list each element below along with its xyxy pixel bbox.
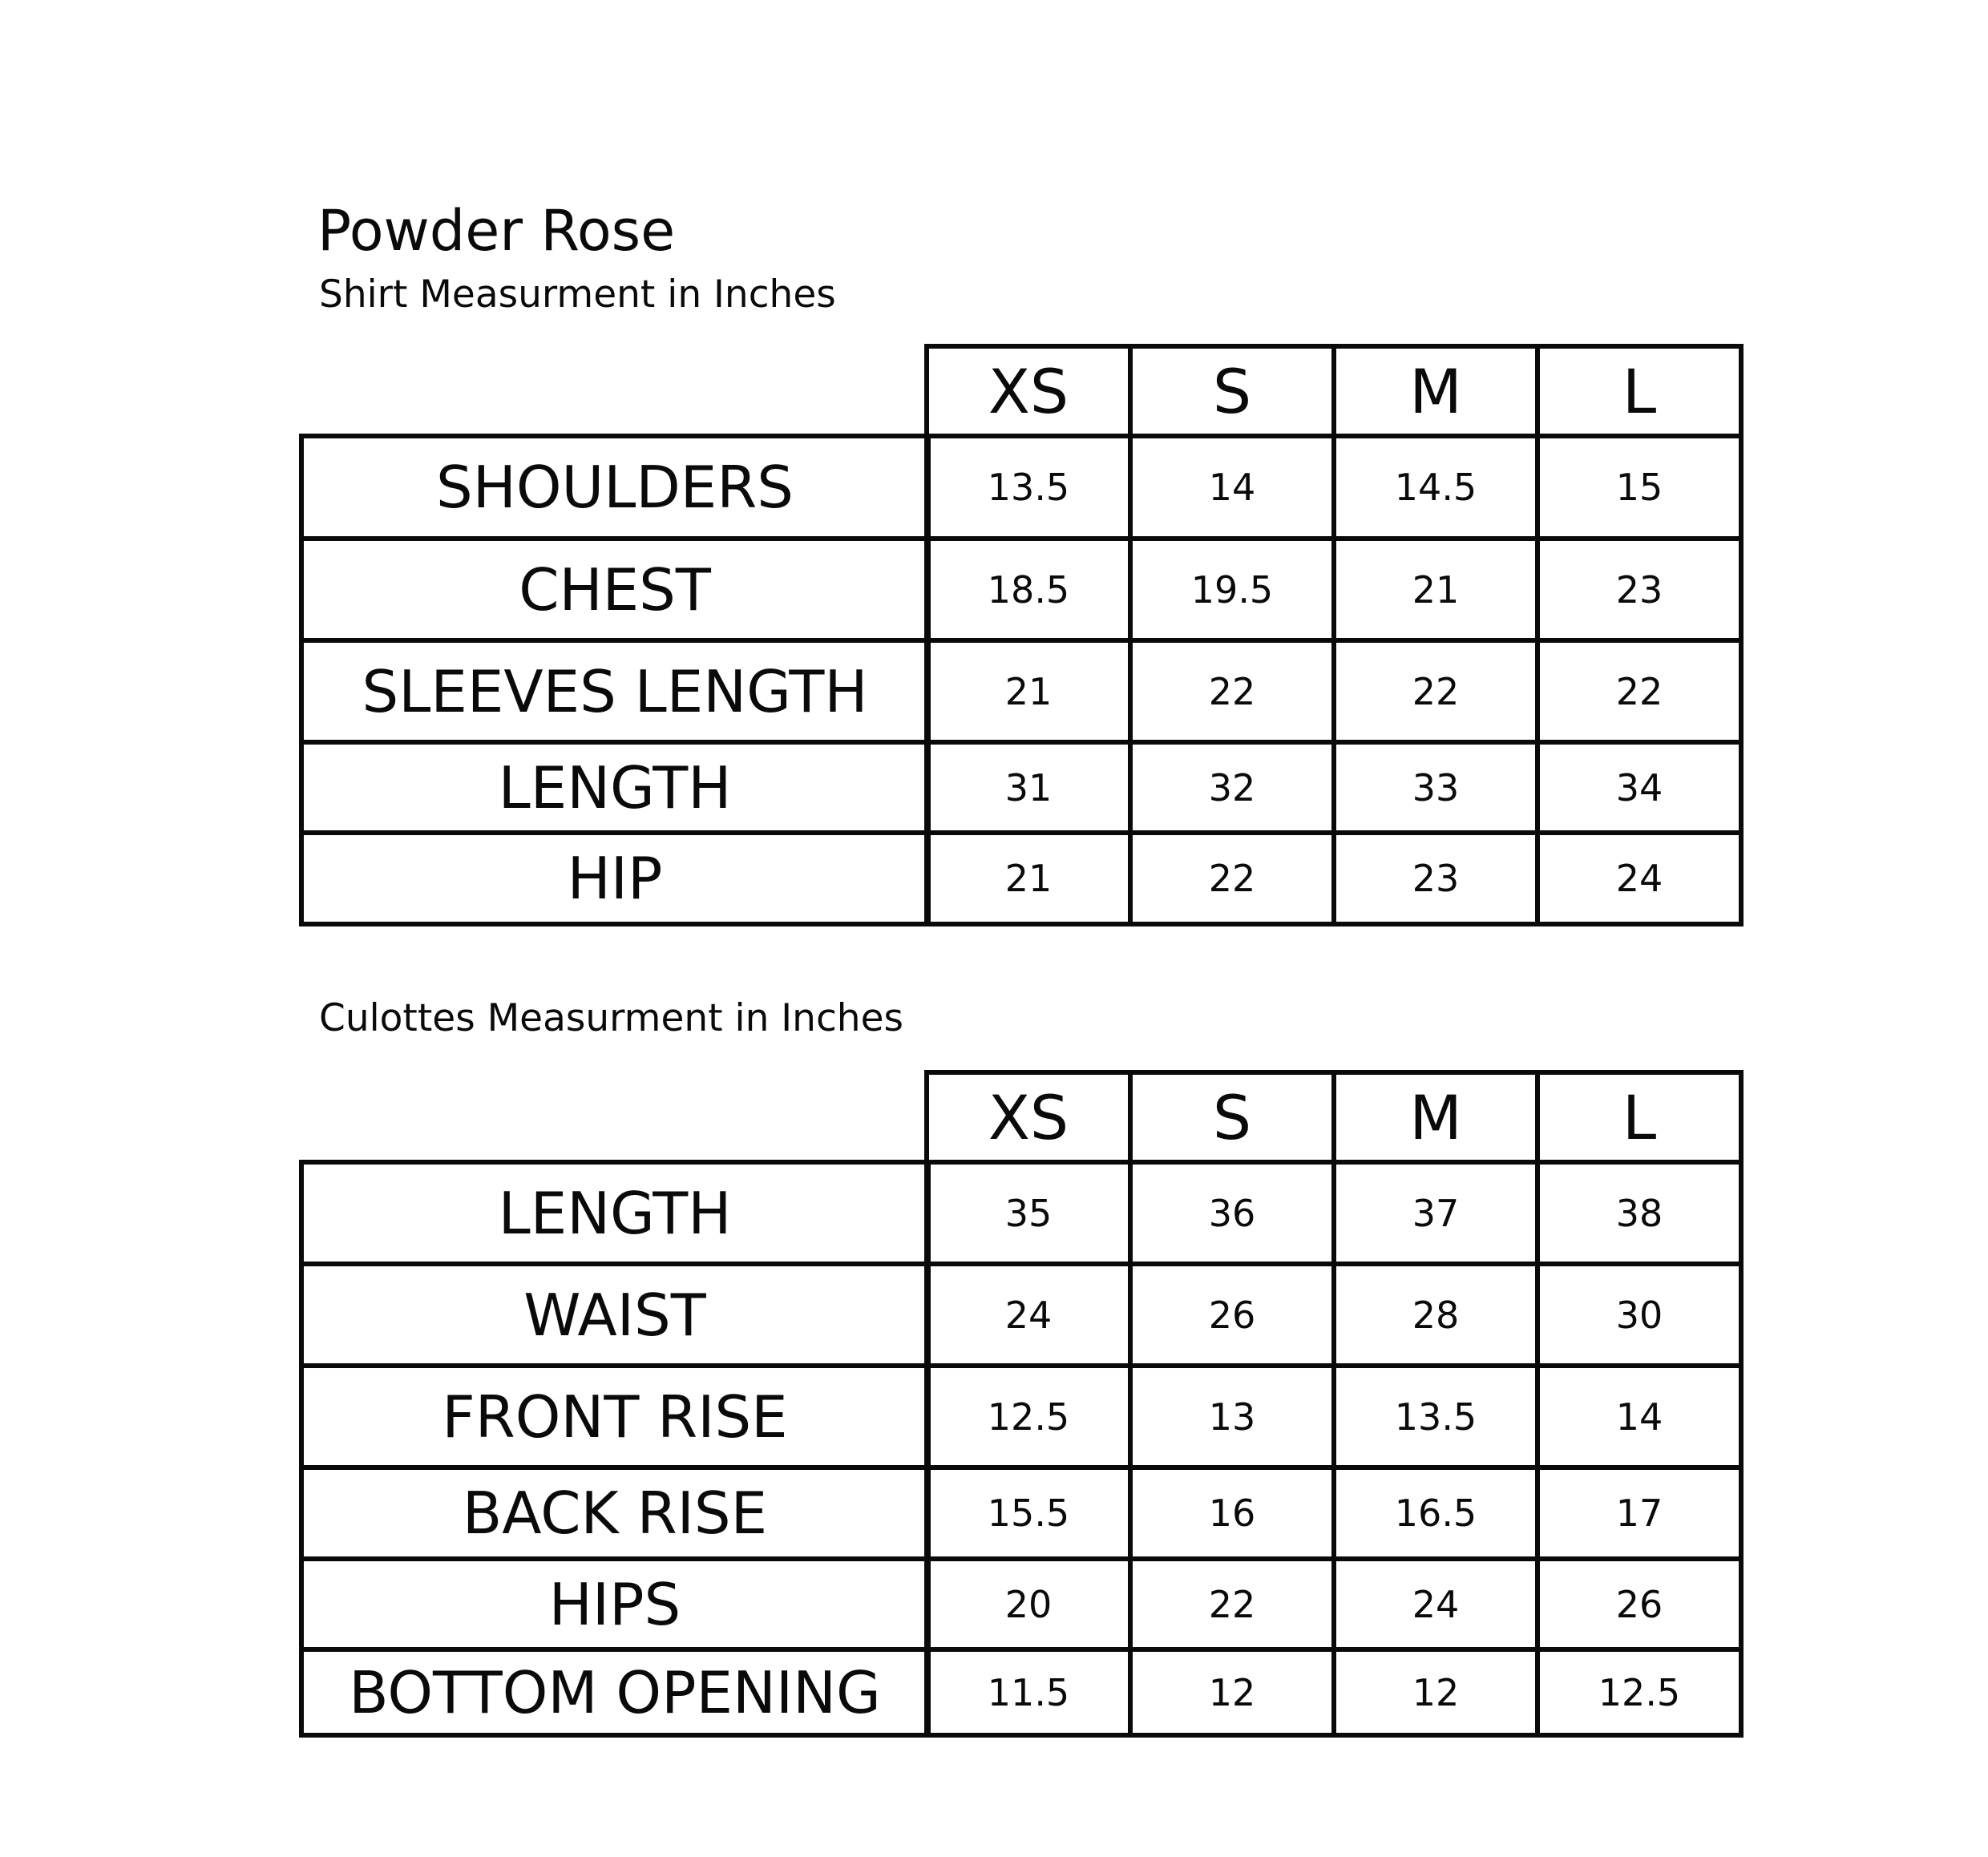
culottes-value-l: 12.5: [1535, 1647, 1744, 1738]
shirt-value-l: 24: [1535, 830, 1744, 926]
shirt-row-label: CHEST: [299, 536, 931, 643]
culottes-header-xs: XS: [924, 1070, 1133, 1165]
culottes-value-l: 38: [1535, 1160, 1744, 1266]
culottes-value-s: 16: [1128, 1465, 1336, 1561]
shirt-value-l: 15: [1535, 434, 1744, 541]
culottes-header-s: S: [1128, 1070, 1336, 1165]
shirt-row-label: SLEEVES LENGTH: [299, 638, 931, 745]
culottes-value-m: 37: [1331, 1160, 1540, 1266]
shirt-value-s: 22: [1128, 830, 1336, 926]
culottes-value-xs: 35: [924, 1160, 1133, 1266]
shirt-value-m: 33: [1331, 740, 1540, 835]
shirt-header-l: L: [1535, 344, 1744, 438]
culottes-value-m: 16.5: [1331, 1465, 1540, 1561]
culottes-row-label: LENGTH: [299, 1160, 931, 1266]
page-title: Powder Rose: [317, 198, 676, 264]
culottes-row-label: WAIST: [299, 1262, 931, 1368]
shirt-value-s: 19.5: [1128, 536, 1336, 643]
shirt-value-s: 22: [1128, 638, 1336, 745]
culottes-value-l: 17: [1535, 1465, 1744, 1561]
culottes-value-s: 13: [1128, 1363, 1336, 1470]
shirt-header-xs: XS: [924, 344, 1133, 438]
shirt-value-l: 23: [1535, 536, 1744, 643]
culottes-subtitle: Culottes Measurment in Inches: [319, 996, 903, 1040]
shirt-value-xs: 21: [924, 830, 1133, 926]
culottes-value-xs: 20: [924, 1556, 1133, 1652]
shirt-value-m: 14.5: [1331, 434, 1540, 541]
culottes-value-m: 13.5: [1331, 1363, 1540, 1470]
shirt-header-s: S: [1128, 344, 1336, 438]
culottes-value-m: 24: [1331, 1556, 1540, 1652]
culottes-row-label: BACK RISE: [299, 1465, 931, 1561]
shirt-value-s: 14: [1128, 434, 1336, 541]
shirt-subtitle: Shirt Measurment in Inches: [319, 272, 836, 317]
shirt-row-label: LENGTH: [299, 740, 931, 835]
shirt-row-label: SHOULDERS: [299, 434, 931, 541]
shirt-value-xs: 31: [924, 740, 1133, 835]
shirt-header-m: M: [1331, 344, 1540, 438]
culottes-value-s: 22: [1128, 1556, 1336, 1652]
culottes-value-s: 36: [1128, 1160, 1336, 1266]
shirt-value-m: 22: [1331, 638, 1540, 745]
culottes-value-m: 28: [1331, 1262, 1540, 1368]
culottes-header-m: M: [1331, 1070, 1540, 1165]
shirt-value-m: 21: [1331, 536, 1540, 643]
culottes-value-m: 12: [1331, 1647, 1540, 1738]
culottes-value-l: 14: [1535, 1363, 1744, 1470]
culottes-header-l: L: [1535, 1070, 1744, 1165]
culottes-row-label: FRONT RISE: [299, 1363, 931, 1470]
shirt-value-xs: 13.5: [924, 434, 1133, 541]
shirt-value-xs: 21: [924, 638, 1133, 745]
culottes-row-label: HIPS: [299, 1556, 931, 1652]
culottes-value-s: 26: [1128, 1262, 1336, 1368]
culottes-value-xs: 11.5: [924, 1647, 1133, 1738]
shirt-value-xs: 18.5: [924, 536, 1133, 643]
culottes-value-s: 12: [1128, 1647, 1336, 1738]
culottes-row-label: BOTTOM OPENING: [299, 1647, 931, 1738]
culottes-value-xs: 15.5: [924, 1465, 1133, 1561]
shirt-value-m: 23: [1331, 830, 1540, 926]
culottes-value-xs: 24: [924, 1262, 1133, 1368]
culottes-value-l: 30: [1535, 1262, 1744, 1368]
culottes-value-l: 26: [1535, 1556, 1744, 1652]
shirt-value-s: 32: [1128, 740, 1336, 835]
shirt-value-l: 34: [1535, 740, 1744, 835]
shirt-row-label: HIP: [299, 830, 931, 926]
culottes-value-xs: 12.5: [924, 1363, 1133, 1470]
shirt-value-l: 22: [1535, 638, 1744, 745]
